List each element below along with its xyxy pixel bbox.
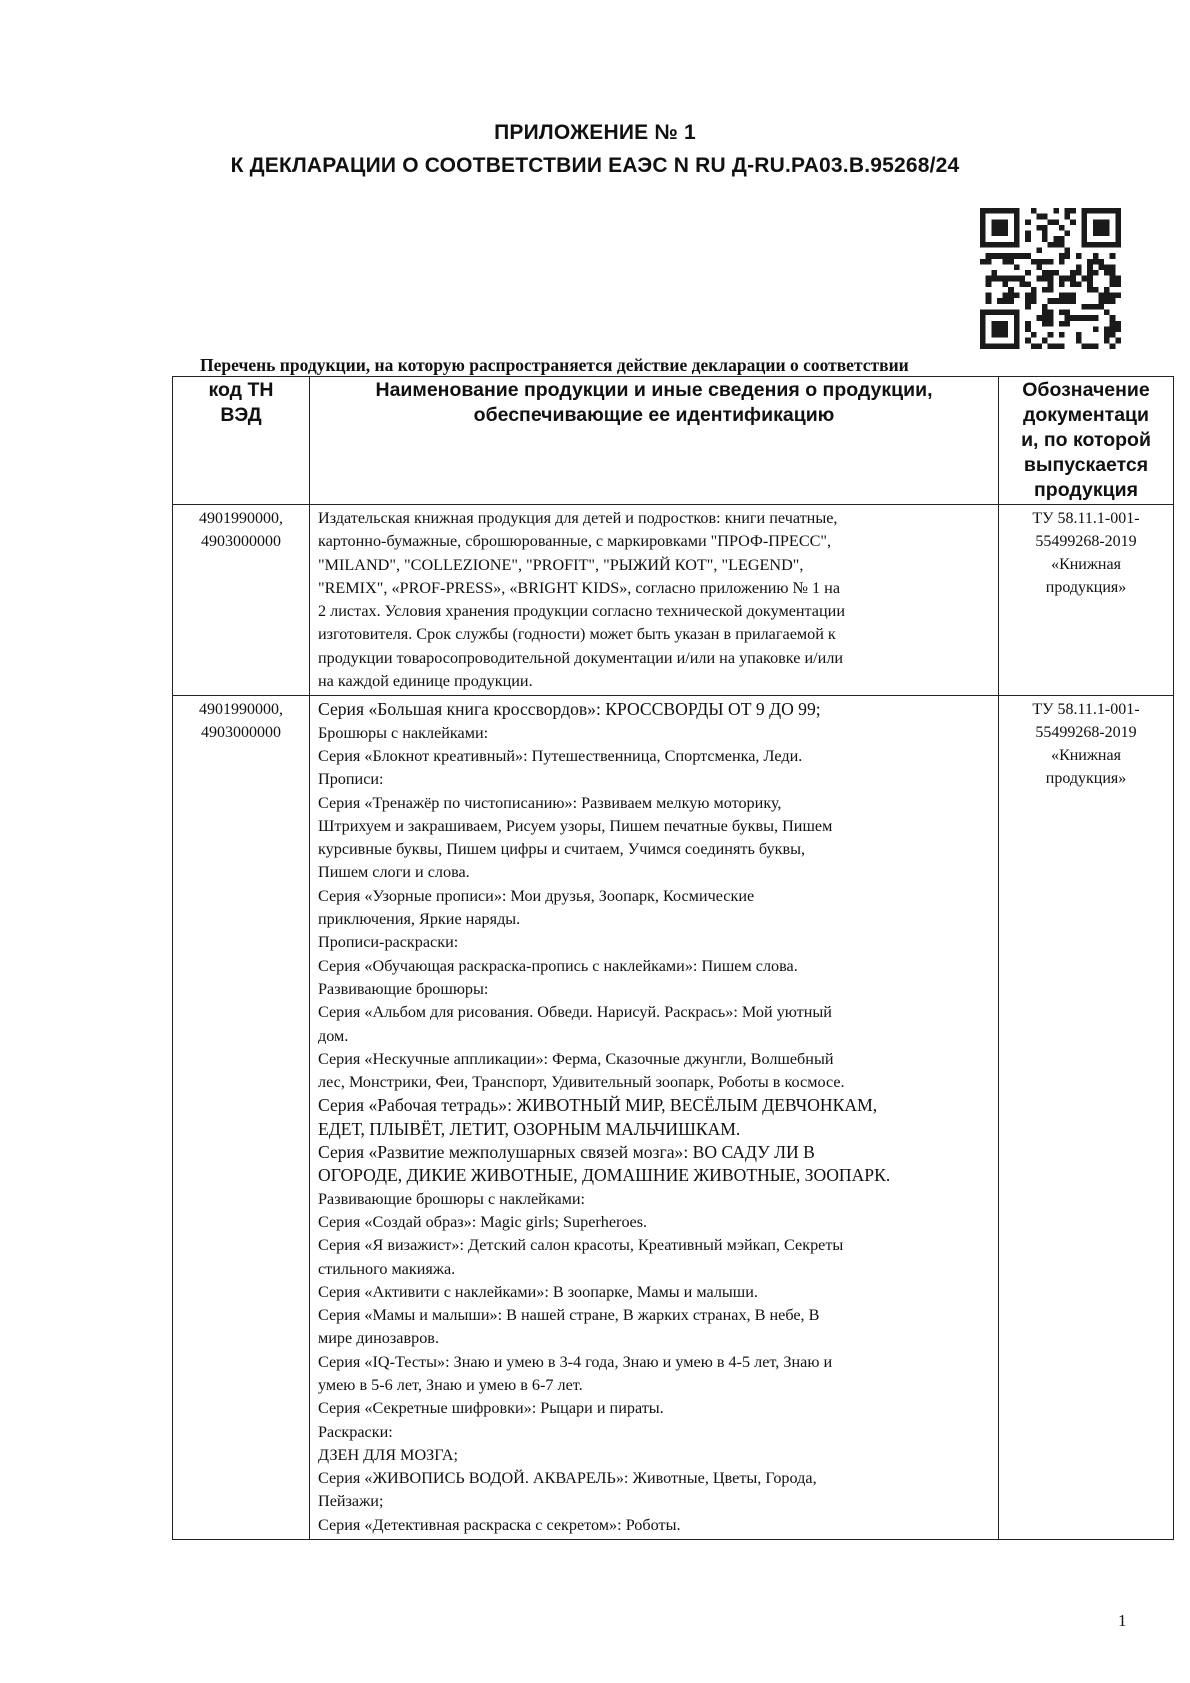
product-description-cell-line: Развивающие брошюры: [318,979,489,998]
product-description-cell-line: Серия «Узорные прописи»: Мои друзья, Зоопарк, Космические [318,886,755,905]
product-description-cell-line: Пейзажи; [318,1492,384,1511]
product-description-cell-line: Издательская книжная продукция для детей и подростков: книги печатные, [318,509,838,527]
product-description-cell-line: Серия «Большая книга кроссвордов»: КРОССВОРДЫ ОТ 9 ДО 99; [318,699,821,720]
document-cell-line: продукция» [1045,579,1127,596]
product-description-cell-line: Серия «Альбом для рисования. Обведи. Нарисуй. Раскрась»: Мой уютный [318,1003,832,1022]
product-description-cell-line: "REMIX", «PROF-PRESS», «BRIGHT KIDS», согласно приложению № 1 на [318,578,841,597]
tn-ved-code-cell-line: 4901990000, [199,510,283,527]
product-description-cell-line: Прописи: [318,770,384,789]
product-description-cell-line: ОГОРОДЕ, ДИКИЕ ЖИВОТНЫЕ, ДОМАШНИЕ ЖИВОТНЫЕ, ЗООПАРК. [318,1165,891,1186]
table-row [173,505,1174,696]
product-description-cell-line: Серия «Мамы и малыши»: В нашей стране, В жарких странах, В небе, В [318,1306,820,1325]
document-cell-line: продукция» [1045,770,1127,788]
document-cell-line: 55499268-2019 [1035,724,1137,742]
product-description-cell-line: мире динозавров. [318,1329,439,1348]
product-description-cell-line: Серия «Обучающая раскраска-пропись с наклейками»: Пишем слова. [318,956,798,975]
product-description-cell-line: Серия «ЖИВОПИСЬ ВОДОЙ. АКВАРЕЛЬ»: Животные, Цветы, Города, [318,1469,817,1488]
tn-ved-code-cell-line: 4903000000 [201,533,281,550]
product-description-cell [310,696,999,1540]
product-description-cell-line: дом. [318,1026,349,1045]
product-description-cell-line: приключения, Яркие наряды. [318,910,521,929]
product-description-cell-line: стильного макияжа. [318,1259,456,1278]
product-description-cell-line: Раскраски: [318,1422,393,1441]
tn-ved-code-cell-line: 4901990000, [199,701,283,719]
heading-appendix: ПРИЛОЖЕНИЕ № 1 [494,121,696,144]
product-description-cell-line: картонно-бумажные, сброшюрованные, с маркировками "ПРОФ-ПРЕСС", [318,532,832,551]
product-description-cell-line: лес, Монстрики, Феи, Транспорт, Удивительный зоопарк, Роботы в космосе. [318,1073,845,1092]
product-description-cell-line: Серия «Создай образ»: Magic girls; Superheroes. [318,1212,648,1231]
product-description-cell-line: курсивные буквы, Пишем цифры и считаем, Учимся соединять буквы, [318,840,806,859]
product-description-cell-line: Серия «Детективная раскраска с секретом»: Роботы. [318,1515,681,1534]
document-cell [999,505,1174,696]
product-description-cell-line: 2 листах. Условия хранения продукции согласно технической документации [318,602,845,621]
product-description-cell-line: Штрихуем и закрашиваем, Рисуем узоры, Пишем печатные буквы, Пишем [318,816,833,835]
product-description-cell-line: Серия «Я визажист»: Детский салон красоты, Креативный мэйкап, Секреты [318,1236,844,1255]
document-cell-line: 55499268-2019 [1035,533,1137,550]
product-description-cell-line: Серия «Активити с наклейками»: В зоопарке, Мамы и малыши. [318,1282,758,1301]
product-description-cell-line: Брошюры с наклейками: [318,723,489,742]
product-description-cell-line: Серия «Секретные шифровки»: Рыцари и пираты. [318,1399,664,1418]
product-description-cell-line: Серия «Рабочая тетрадь»: ЖИВОТНЫЙ МИР, ВЕСЁЛЫМ ДЕВЧОНКАМ, [318,1095,878,1116]
header-tn-ved-code: код ТН ВЭД [173,377,310,505]
page-number: 1 [1118,1611,1127,1630]
product-description-cell-line: Серия «IQ-Тесты»: Знаю и умею в 3-4 года, Знаю и умею в 4-5 лет, Знаю и [318,1352,833,1371]
header-product-name: Наименование продукции и иные сведения о продукции, обеспечивающие ее идентификацию [310,377,999,505]
document-cell-line: «Книжная [1051,556,1121,573]
document-cell-line: «Книжная [1051,747,1121,765]
product-description-cell [310,505,999,696]
product-description-cell-line: Серия «Нескучные аппликации»: Ферма, Сказочные джунгли, Волшебный [318,1049,834,1068]
tn-ved-code-cell [173,696,310,1540]
product-description-cell-line: продукции товаросопроводительной документации и/или на упаковке и/или [318,648,844,667]
tn-ved-code-cell [173,505,310,696]
product-description-cell-line: изготовителя. Срок службы (годности) может быть указан в прилагаемой к [318,625,836,644]
header-document: Обозначение документаци и, по которой выпускается продукция [999,377,1174,505]
product-description-cell-line: на каждой единице продукции. [318,672,533,691]
product-description-cell-line: Развивающие брошюры с наклейками: [318,1189,586,1208]
product-description-cell-line: Серия «Блокнот креативный»: Путешественница, Спортсменка, Леди. [318,746,803,765]
product-description-cell-line: ЕДЕТ, ПЛЫВЁТ, ЛЕТИТ, ОЗОРНЫМ МАЛЬЧИШКАМ. [318,1118,741,1139]
tn-ved-code-cell-line: 4903000000 [201,724,281,742]
product-list-title: Перечень продукции, на которую распространяется действие декларации о соответствии [200,355,909,375]
product-description-cell-line: Прописи-раскраски: [318,933,459,952]
product-description-cell-line: "MILAND", "COLLEZIONE", "PROFIT", "РЫЖИЙ КОТ", "LEGEND", [318,555,804,574]
product-description-cell-line: Серия «Тренажёр по чистописанию»: Развиваем мелкую моторику, [318,793,782,812]
qr-code-icon [980,208,1121,349]
product-description-cell-line: ДЗЕН ДЛЯ МОЗГА; [318,1445,459,1464]
document-cell-line: ТУ 58.11.1-001- [1032,510,1140,527]
product-description-cell-line: умею в 5-6 лет, Знаю и умею в 6-7 лет. [318,1375,583,1394]
product-description-cell-line: Пишем слоги и слова. [318,863,470,882]
table-header-row [173,377,1174,505]
document-cell [999,696,1174,1540]
document-cell-line: ТУ 58.11.1-001- [1032,701,1140,719]
product-description-cell-line: Серия «Развитие межполушарных связей мозга»: ВО САДУ ЛИ В [318,1142,815,1163]
products-table [172,376,1174,1540]
heading-declaration: К ДЕКЛАРАЦИИ О СООТВЕТСТВИИ ЕАЭС N RU Д-RU.PA03.B.95268/24 [230,154,960,177]
table-row [173,696,1174,1540]
